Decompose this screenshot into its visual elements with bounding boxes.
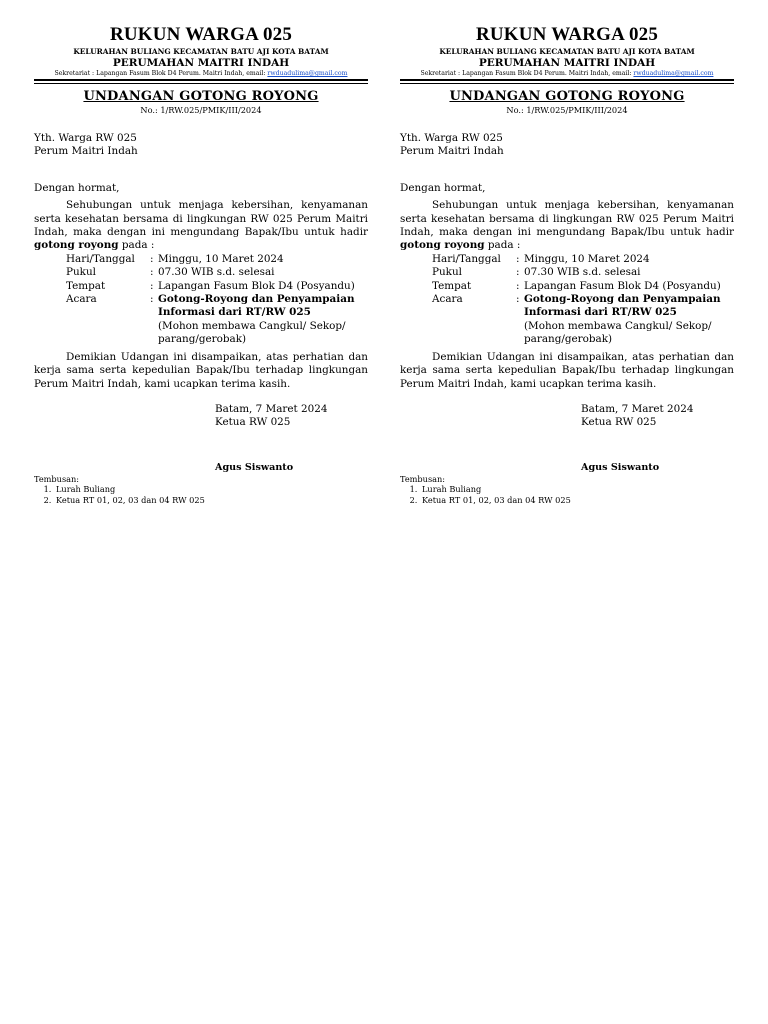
cc-list: [34, 484, 368, 505]
letterhead-rule-thick: [400, 79, 734, 81]
detail-label: Hari/Tanggal: [432, 252, 501, 265]
letter-number: No.: 1/RW.025/PMIK/III/2024: [506, 105, 628, 115]
salutation: Dengan hormat,: [400, 181, 486, 194]
secretariat-text: Sekretariat : Lapangan Fasum Blok D4 Perum. Maitri Indah, email:: [54, 70, 268, 77]
detail-label: Tempat: [66, 279, 106, 292]
detail-label: Pukul: [66, 266, 96, 279]
detail-value: [158, 293, 368, 347]
detail-label: Tempat: [432, 279, 472, 292]
email-link[interactable]: rwduadulima@gmail.com: [633, 70, 714, 77]
detail-value: 07.30 WIB s.d. selesai: [158, 266, 275, 279]
cc-title: Tembusan:: [400, 473, 446, 484]
detail-value: Lapangan Fasum Blok D4 (Posyandu): [524, 279, 721, 292]
closing-paragraph: Demikian Udangan ini disampaikan, atas perhatian dan kerja sama serta kepedulian Bapak/Ibu terhadap lingkungan Perum Maitri Indah, kami ucapkan terima kasih.: [400, 350, 734, 390]
recipient-line-1: Yth. Warga RW 025: [34, 132, 137, 144]
signer-position: Ketua RW 025: [581, 416, 657, 429]
recipient: [34, 132, 368, 159]
event-details: [432, 253, 734, 347]
detail-value: [524, 293, 734, 347]
detail-row-event: Acara : Gotong-Royong dan Penyampaian Informasi dari RT/RW 025 (Mohon membawa Cangkul/ Sekop/ parang/gerobak): [432, 293, 734, 347]
detail-value: Minggu, 10 Maret 2024: [524, 252, 650, 265]
cc-item: 2. Ketua RT 01, 02, 03 dan 04 RW 025: [420, 495, 734, 506]
salutation: Dengan hormat,: [34, 181, 120, 194]
intro-bold-text: gotong royong: [34, 239, 119, 252]
detail-label: Acara: [432, 293, 463, 306]
email-link[interactable]: rwduadulima@gmail.com: [267, 70, 348, 77]
event-note: (Mohon membawa Cangkul/ Sekop/ parang/gerobak): [158, 319, 346, 346]
carbon-copy: [34, 474, 368, 506]
signer-name: Agus Siswanto: [581, 461, 660, 473]
intro-end-text: pada :: [118, 239, 155, 252]
cc-item: 1. Lurah Buliang: [420, 484, 734, 495]
intro-text: Sehubungan untuk menjaga kebersihan, kenyamanan serta kesehatan bersama di lingkungan RW 025 Perum Maitri Indah, maka dengan ini mengundang Bapak/Ibu untuk hadir: [400, 199, 734, 239]
letterhead-rule-thin: [34, 83, 368, 84]
housing-name: PERUMAHAN MAITRI INDAH: [112, 57, 290, 69]
signature-block: [215, 403, 368, 430]
letter-number: No.: 1/RW.025/PMIK/III/2024: [140, 105, 262, 115]
housing-name: PERUMAHAN MAITRI INDAH: [478, 57, 656, 69]
letterhead-rule-thin: [400, 83, 734, 84]
intro-bold-text: gotong royong: [400, 239, 485, 252]
cc-item: 1. Lurah Buliang: [54, 484, 368, 495]
cc-title: Tembusan:: [34, 473, 80, 484]
letter-body: [34, 132, 368, 430]
letterhead: [34, 24, 368, 84]
letter-body: [400, 132, 734, 430]
event-title: Gotong-Royong dan Penyampaian Informasi dari RT/RW 025: [524, 293, 721, 319]
detail-row-place: Tempat : Lapangan Fasum Blok D4 (Posyandu): [66, 280, 368, 293]
event-title: Gotong-Royong dan Penyampaian Informasi dari RT/RW 025: [158, 293, 355, 319]
detail-row-time: Pukul : 07.30 WIB s.d. selesai: [66, 266, 368, 279]
detail-label: Acara: [66, 293, 97, 306]
kelurahan-line: KELURAHAN BULIANG KECAMATAN BATU AJI KOTA BATAM: [439, 47, 695, 56]
place-date: Batam, 7 Maret 2024: [215, 402, 328, 415]
detail-row-day: Hari/Tanggal : Minggu, 10 Maret 2024: [66, 253, 368, 266]
invitation-letter-right: [400, 20, 734, 505]
letterhead: [400, 24, 734, 84]
recipient-line-2: Perum Maitri Indah: [34, 145, 138, 158]
signer-name: Agus Siswanto: [215, 461, 294, 473]
place-date: Batam, 7 Maret 2024: [581, 402, 694, 415]
cc-item: 2. Ketua RT 01, 02, 03 dan 04 RW 025: [54, 495, 368, 506]
intro-paragraph: [400, 199, 734, 253]
detail-value: Minggu, 10 Maret 2024: [158, 252, 284, 265]
detail-label: Pukul: [432, 266, 462, 279]
secretariat-text: Sekretariat : Lapangan Fasum Blok D4 Perum. Maitri Indah, email:: [420, 70, 634, 77]
letterhead-rule-thick: [34, 79, 368, 81]
detail-value: 07.30 WIB s.d. selesai: [524, 266, 641, 279]
detail-label: Hari/Tanggal: [66, 252, 135, 265]
detail-row-place: Tempat : Lapangan Fasum Blok D4 (Posyandu): [432, 280, 734, 293]
detail-row-event: Acara : Gotong-Royong dan Penyampaian Informasi dari RT/RW 025 (Mohon membawa Cangkul/ Sekop/ parang/gerobak): [66, 293, 368, 347]
recipient-line-1: Yth. Warga RW 025: [400, 132, 503, 144]
event-note: (Mohon membawa Cangkul/ Sekop/ parang/gerobak): [524, 319, 712, 346]
invitation-letter-left: [34, 20, 368, 505]
recipient: [400, 132, 734, 159]
intro-text: Sehubungan untuk menjaga kebersihan, kenyamanan serta kesehatan bersama di lingkungan RW 025 Perum Maitri Indah, maka dengan ini mengundang Bapak/Ibu untuk hadir: [34, 199, 368, 239]
kelurahan-line: KELURAHAN BULIANG KECAMATAN BATU AJI KOTA BATAM: [73, 47, 329, 56]
letter-title: UNDANGAN GOTONG ROYONG: [83, 89, 319, 104]
letter-title: UNDANGAN GOTONG ROYONG: [449, 89, 685, 104]
signer-position: Ketua RW 025: [215, 416, 291, 429]
event-details: [66, 253, 368, 347]
carbon-copy: [400, 474, 734, 506]
intro-paragraph: [34, 199, 368, 253]
organization-name: RUKUN WARGA 025: [109, 24, 293, 45]
cc-list: [400, 484, 734, 505]
detail-value: Lapangan Fasum Blok D4 (Posyandu): [158, 279, 355, 292]
secretariat-line: [400, 69, 734, 78]
detail-row-time: Pukul : 07.30 WIB s.d. selesai: [432, 266, 734, 279]
recipient-line-2: Perum Maitri Indah: [400, 145, 504, 158]
signature-block: [581, 403, 734, 430]
organization-name: RUKUN WARGA 025: [475, 24, 659, 45]
detail-row-day: Hari/Tanggal : Minggu, 10 Maret 2024: [432, 253, 734, 266]
secretariat-line: [34, 69, 368, 78]
intro-end-text: pada :: [484, 239, 521, 252]
closing-paragraph: Demikian Udangan ini disampaikan, atas perhatian dan kerja sama serta kepedulian Bapak/Ibu terhadap lingkungan Perum Maitri Indah, kami ucapkan terima kasih.: [34, 350, 368, 390]
